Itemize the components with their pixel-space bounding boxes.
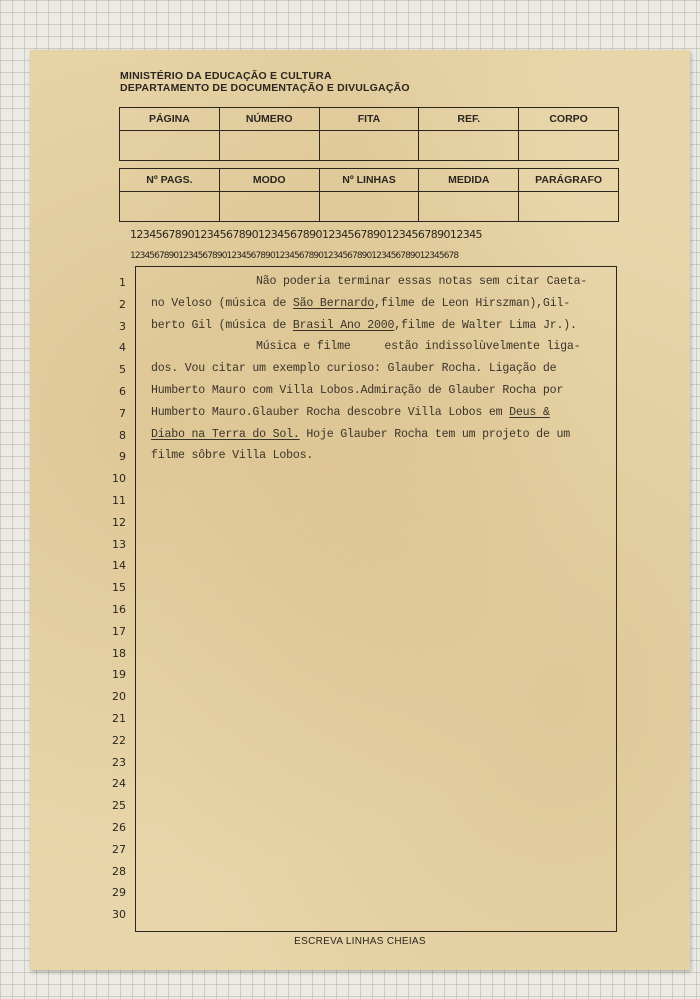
line-number: 14 xyxy=(112,559,126,573)
line-number: 25 xyxy=(112,799,126,813)
line-number: 1 xyxy=(119,276,126,289)
line-number: 13 xyxy=(112,537,126,551)
field-label: PÁGINA xyxy=(120,108,219,131)
underlined-title: São Bernardo xyxy=(292,296,374,310)
line-number: 15 xyxy=(112,581,126,595)
line-number: 30 xyxy=(112,908,126,922)
line-number: 23 xyxy=(112,755,126,769)
line-number: 27 xyxy=(112,842,126,856)
field-ref xyxy=(419,108,519,160)
text-segment: Não poderia terminar essas notas sem citar Caeta- xyxy=(256,275,588,288)
field-label: MODO xyxy=(220,169,319,192)
field-modo xyxy=(220,169,320,221)
field-label: MEDIDA xyxy=(419,169,518,192)
typewriter-form-sheet xyxy=(30,50,690,970)
footer-instruction: ESCREVA LINHAS CHEIAS xyxy=(294,936,426,947)
text-segment: filme sôbre Villa Lobos. xyxy=(151,449,314,463)
typed-line xyxy=(151,362,556,375)
typed-line xyxy=(256,275,587,288)
line-number: 8 xyxy=(119,428,126,442)
department-heading: DEPARTAMENTO DE DOCUMENTAÇÃO E DIVULGAÇÃO xyxy=(120,82,410,94)
field-label: CORPO xyxy=(519,108,618,131)
line-number: 22 xyxy=(112,733,126,747)
underlined-title: Diabo na Terra do Sol. xyxy=(151,427,300,441)
field-label: FITA xyxy=(320,108,419,131)
text-segment: Música e filme estão indissolùvelmente liga- xyxy=(256,340,581,354)
typed-line xyxy=(151,384,563,397)
typed-line xyxy=(151,297,570,310)
text-segment: ,filme de Leon Hirszman),Gil- xyxy=(374,296,570,310)
text-segment: berto Gil (música de xyxy=(151,318,293,332)
form-row-1 xyxy=(119,107,619,161)
field-medida xyxy=(419,169,519,221)
line-number: 3 xyxy=(119,319,126,333)
field-pagina xyxy=(120,108,220,160)
line-number: 5 xyxy=(119,363,126,377)
field-label: Nº LINHAS xyxy=(320,169,419,192)
line-number: 17 xyxy=(112,624,126,638)
typed-line xyxy=(151,319,577,332)
field-num-linhas xyxy=(320,169,420,221)
line-number: 26 xyxy=(112,821,126,834)
text-segment: no Veloso (música de xyxy=(151,296,293,310)
text-segment: Humberto Mauro.Glauber Rocha descobre Villa Lobos em xyxy=(151,405,510,419)
line-number: 9 xyxy=(119,450,126,464)
text-segment: ,filme de Walter Lima Jr.). xyxy=(394,318,577,332)
field-corpo xyxy=(519,108,618,160)
field-label: Nº PAGS. xyxy=(120,169,219,192)
line-number: 28 xyxy=(112,864,126,878)
text-segment: Humberto Mauro com Villa Lobos.Admiração de Glauber Rocha por xyxy=(151,384,564,397)
field-label: NÚMERO xyxy=(220,108,319,131)
underlined-title: Brasil Ano 2000 xyxy=(292,318,395,332)
text-segment: dos. Vou citar um exemplo curioso: Glauber Rocha. Ligação de xyxy=(151,362,557,376)
character-ruler-bottom: 12345678901234567890123456789012345678901234567890123456789012345678 xyxy=(130,251,459,261)
form-row-2 xyxy=(119,168,619,222)
line-number: 29 xyxy=(112,886,126,900)
field-numero xyxy=(220,108,320,160)
typed-line xyxy=(151,428,570,441)
line-number: 12 xyxy=(112,515,126,529)
line-number: 10 xyxy=(112,472,126,486)
typed-line xyxy=(151,406,550,419)
typed-line xyxy=(256,340,580,353)
character-ruler-top: 1234567890123456789012345678901234567890123456789012345 xyxy=(130,228,482,241)
line-number: 19 xyxy=(112,668,126,682)
underlined-title: Deus & xyxy=(509,405,550,419)
line-number: 4 xyxy=(119,341,126,355)
ministry-heading: MINISTÉRIO DA EDUCAÇÃO E CULTURA xyxy=(120,70,332,82)
field-label: PARÁGRAFO xyxy=(519,169,618,192)
line-number: 16 xyxy=(112,603,126,616)
line-number: 18 xyxy=(112,646,126,660)
typed-line xyxy=(151,449,313,462)
field-paragrafo xyxy=(519,169,618,221)
line-number: 2 xyxy=(119,297,126,311)
text-segment: Hoje Glauber Rocha tem um projeto de um xyxy=(299,427,570,441)
line-number: 6 xyxy=(119,385,126,398)
line-number: 7 xyxy=(119,406,126,420)
field-fita xyxy=(320,108,420,160)
line-number: 24 xyxy=(112,777,126,791)
field-num-pags xyxy=(120,169,220,221)
line-number: 20 xyxy=(112,690,126,704)
field-label: REF. xyxy=(419,108,518,131)
line-number: 11 xyxy=(112,494,126,507)
line-number: 21 xyxy=(112,712,126,725)
